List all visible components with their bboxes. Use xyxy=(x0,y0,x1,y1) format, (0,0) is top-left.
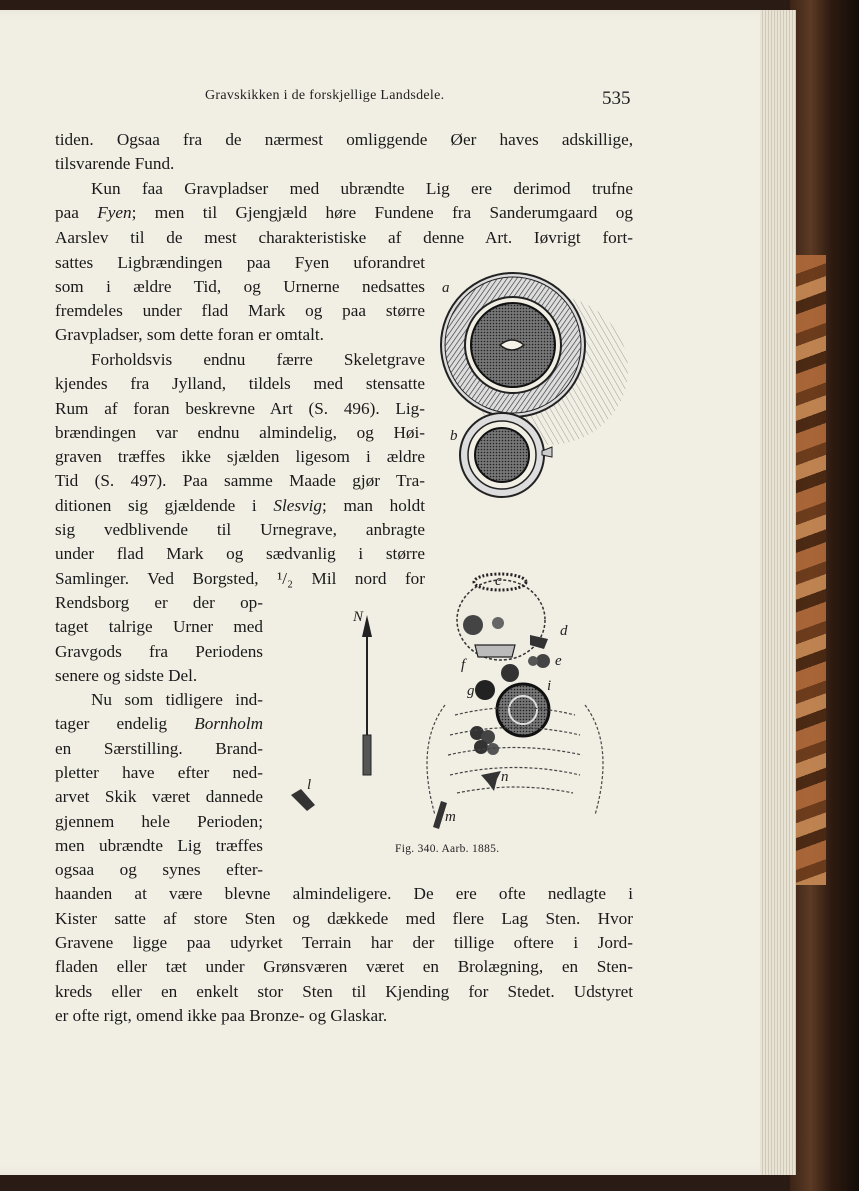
text-line: senere og sidste Del. xyxy=(55,666,198,685)
label-b: b xyxy=(450,428,458,444)
object-l xyxy=(291,789,315,811)
text-line: Rum af foran beskrevne Art (S. 496). Lig- xyxy=(55,399,425,418)
text-line: er ofte rigt, omend ikke paa Bronze- og Glaskar. xyxy=(55,1006,388,1025)
text-line: paa Fyen; men til Gjengjæld høre Fundene fra Sanderumgaard og xyxy=(55,203,633,222)
text-line: tiden. Ogsaa fra de nærmest omliggende Øer haves adskillige, xyxy=(55,130,633,149)
label-c: c xyxy=(495,573,502,589)
label-N: N xyxy=(353,609,364,625)
text-line: tager endelig Bornholm xyxy=(55,714,263,733)
text-line: pletter have efter ned- xyxy=(55,763,263,782)
text-line: Gravgods fra Periodens xyxy=(55,642,263,661)
text-line: Gravpladser, som dette foran er omtalt. xyxy=(55,325,324,344)
text-line: en Særstilling. Brand- xyxy=(55,739,263,758)
text-line: brændingen var endnu almindelig, og Høi- xyxy=(55,423,425,442)
text-line: fladen eller tæt under Grønsværen været en Brolægning, en Sten- xyxy=(55,957,633,976)
text-line: gjennem hele Perioden; xyxy=(55,812,263,831)
running-title: Gravskikken i de forskjellige Landsdele. xyxy=(205,88,445,103)
text-line: sig vedblivende til Urnegrave, anbragte xyxy=(55,520,425,539)
text-line: Gravene ligge paa udyrket Terrain har der tillige oftere i Jord- xyxy=(55,933,633,952)
text-line: Forholdsvis endnu færre Skeletgrave xyxy=(91,350,425,369)
text-line: kjendes fra Jylland, tildels med stensatte xyxy=(55,374,425,393)
text-line: men ubrændte Lig træffes xyxy=(55,836,263,855)
text-line: Kister satte af store Sten og dækkede med flere Lag Sten. Hvor xyxy=(55,909,633,928)
text-line: under flad Mark og sædvanlig i større xyxy=(55,544,425,563)
label-e: e xyxy=(555,653,562,669)
label-f: f xyxy=(461,657,466,673)
label-g: g xyxy=(467,683,475,699)
text-line: taget talrige Urner med xyxy=(55,617,263,636)
text-line: Samlinger. Ved Borgsted, ¹/₂ Mil nord for xyxy=(55,569,425,588)
text-line: arvet Skik været dannede xyxy=(55,787,263,806)
text-line: Nu som tidligere ind- xyxy=(91,690,263,709)
label-l: l xyxy=(307,777,312,793)
urn-labels xyxy=(438,270,468,470)
text-line: kreds eller en enkelt stor Sten til Kjending for Stedet. Udstyret xyxy=(55,982,633,1001)
marbled-edge xyxy=(796,255,826,885)
text-line: Kun faa Gravpladser med ubrændte Lig ere derimod trufne xyxy=(91,179,633,198)
text-line: haanden at være blevne almindeligere. De ere ofte nedlagte i xyxy=(55,884,633,903)
page-number: 535 xyxy=(602,88,631,109)
label-d: d xyxy=(560,623,568,639)
grave-plan-illustration xyxy=(285,565,615,845)
label-m: m xyxy=(445,809,456,825)
text-line: fremdeles under flad Mark og paa større xyxy=(55,301,425,320)
text-line: Rendsborg er der op- xyxy=(55,593,263,612)
text-line: Tid (S. 497). Paa samme Maade gjør Tra- xyxy=(55,471,425,490)
label-a: a xyxy=(442,280,450,296)
label-i: i xyxy=(547,678,552,694)
page-edges xyxy=(760,10,796,1175)
text-line: tilsvarende Fund. xyxy=(55,154,175,173)
text-line: som i ældre Tid, og Urnerne nedsattes xyxy=(55,277,425,296)
urn-illustration xyxy=(438,265,638,515)
text-line: ditionen sig gjældende i Slesvig; man holdt xyxy=(55,496,425,515)
text-line: ogsaa og synes efter- xyxy=(55,860,263,879)
label-n: n xyxy=(501,769,509,785)
text-line: sattes Ligbrændingen paa Fyen uforandret xyxy=(55,253,425,272)
text-line: graven træffes ikke sjælden ligesom i ældre xyxy=(55,447,425,466)
text-line: Aarslev til de mest charakteristiske af denne Art. Iøvrigt fort- xyxy=(55,228,633,247)
figure-caption: Fig. 340. Aarb. 1885. xyxy=(395,843,500,855)
